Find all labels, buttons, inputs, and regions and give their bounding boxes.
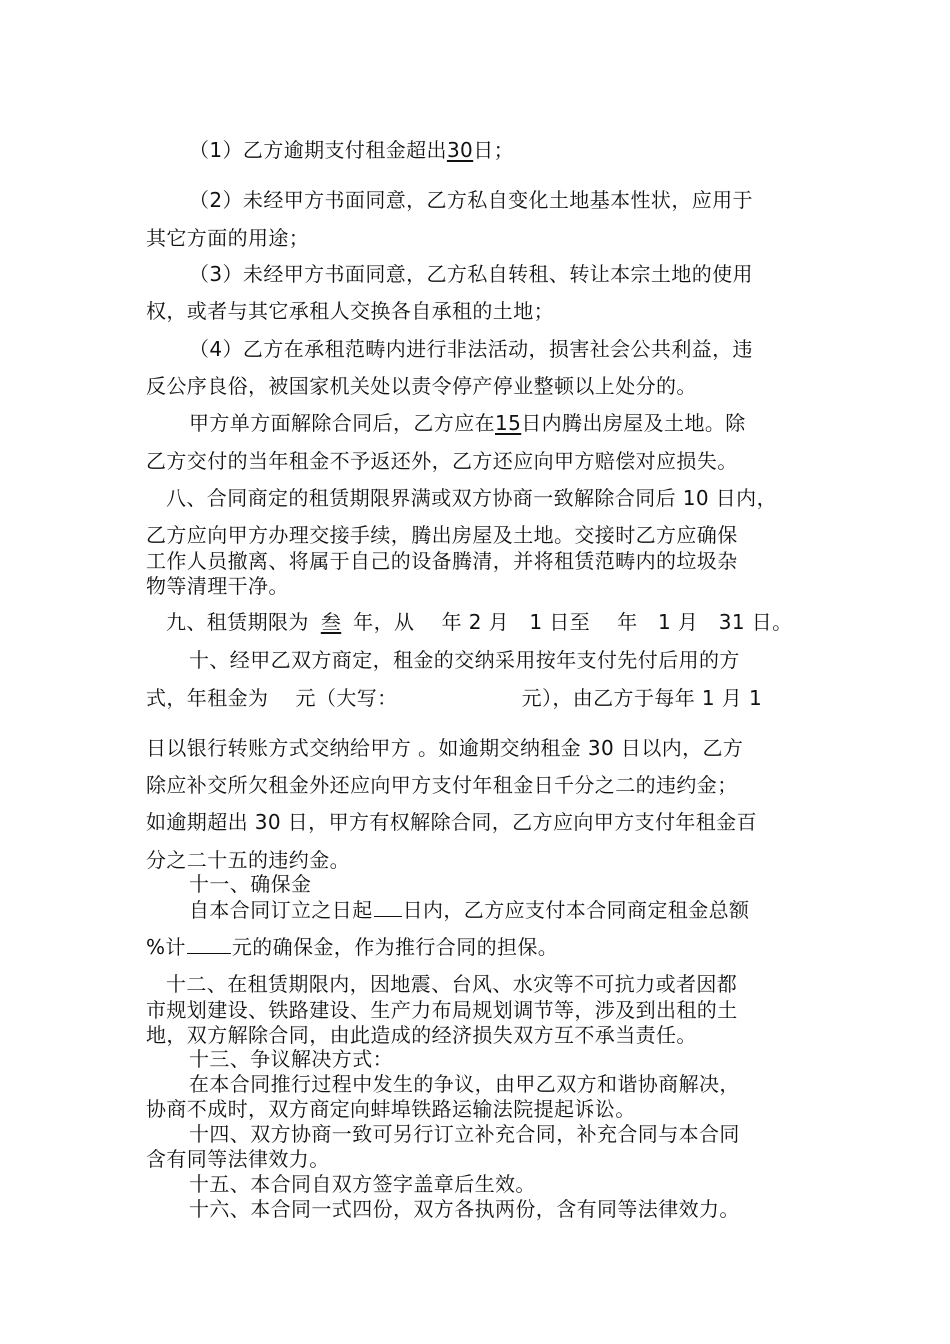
clause-10-line-1: 十、经甲乙双方商定，租金的交纳采用按年支付先付后用的方 [189,648,740,672]
text: 元），由乙方于每年 1 月 1 [521,686,763,710]
clause-13-line-1: 在本合同推行过程中发生的争议，由甲乙双方和谐协商解决， [189,1072,740,1096]
clause-7-item-1 [189,138,514,162]
clause-7-termination-line-1 [189,411,746,435]
clause-14-line-1: 十四、双方协商一致可另行订立补充合同，补充合同与本合同 [189,1122,740,1146]
clause-7-termination-line-2: 乙方交付的当年租金不予返还外，乙方还应向甲方赔偿对应损失。 [146,449,738,473]
text: 日内，乙方应支付本合同商定租金总额 [402,898,750,922]
clause-10-line-5: 如逾期超出 30 日，甲方有权解除合同，乙方应向甲方支付年租金百 [146,810,757,834]
clause-8-line-4: 物等清理干净。 [146,574,289,598]
clause-7-item-2-line-2: 其它方面的用途； [146,226,310,250]
clause-14-line-2: 含有同等法律效力。 [146,1147,330,1171]
text: （1）乙方逾期支付租金超出 [189,138,447,162]
clause-10-line-2 [146,686,762,710]
text: 元的确保金，作为推行合同的担保。 [231,935,559,959]
clause-16: 十六、本合同一式四份，双方各执两份，含有同等法律效力。 [189,1197,740,1221]
clause-11-line-2 [146,935,558,959]
lease-years-value: 叁 [320,610,342,634]
text: 式，年租金为 元（大写： [146,686,398,710]
blank-amount [187,935,231,954]
clause-11-heading: 十一、确保金 [189,872,312,896]
text: 甲方单方面解除合同后，乙方应在 [189,411,495,435]
clause-10-line-6: 分之二十五的违约金。 [146,848,350,872]
clause-7-item-3-line-1: （3）未经甲方书面同意，乙方私自转租、转让本宗土地的使用 [189,262,753,286]
text: 年，从 年 2 月 1 日至 年 1 月 31 日。 [353,610,793,634]
clause-7-item-4-line-2: 反公序良俗，被国家机关处以责令停产停业整顿以上处分的。 [146,374,697,398]
clause-10-line-3: 日以银行转账方式交纳给甲方 。如逾期交纳租金 30 日以内，乙方 [146,736,744,760]
clause-12-line-3: 地，双方解除合同，由此造成的经济损失双方互不承当责任。 [146,1023,697,1047]
clause-8-line-3: 工作人员撤离、将属于自己的设备腾清，并将租赁范畴内的垃圾杂 [146,549,738,573]
clause-13-heading: 十三、争议解决方式： [189,1047,393,1071]
clause-7-item-3-line-2: 权，或者与其它承租人交换各自承租的土地； [146,299,554,323]
clause-12-line-2: 市规划建设、铁路建设、生产力布局规划调节等，涉及到出租的土 [146,998,738,1022]
clause-15: 十五、本合同自双方签字盖章后生效。 [189,1172,536,1196]
vacate-days-value: 15 [495,411,522,435]
blank-days [374,898,402,917]
clause-10-line-4: 除应补交所欠租金外还应向甲方支付年租金日千分之二的违约金； [146,773,738,797]
clause-8-line-1: 八、合同商定的租赁期限界满或双方协商一致解除合同后 10 日内， [166,486,777,510]
clause-13-line-2: 协商不成时，双方商定向蚌埠铁路运输法院提起诉讼。 [146,1097,636,1121]
clause-7-item-2-line-1: （2）未经甲方书面同意，乙方私自变化土地基本性状，应用于 [189,188,753,212]
clause-7-item-4-line-1: （4）乙方在承租范畴内进行非法活动，损害社会公共利益，违 [189,337,753,361]
text: %计 [146,935,186,959]
clause-9-lease-term [166,610,793,634]
text: 日内腾出房屋及土地。除 [521,411,746,435]
clause-11-line-1 [189,898,749,922]
clause-8-line-2: 乙方应向甲方办理交接手续，腾出房屋及土地。交接时乙方应确保 [146,523,738,547]
clause-12-line-1: 十二、在租赁期限内，因地震、台风、水灾等不可抗力或者因都 [166,972,738,996]
text: 自本合同订立之日起 [189,898,373,922]
text: 日； [473,138,514,162]
overdue-days-value: 30 [446,138,474,162]
text: 九、租赁期限为 [166,610,309,634]
